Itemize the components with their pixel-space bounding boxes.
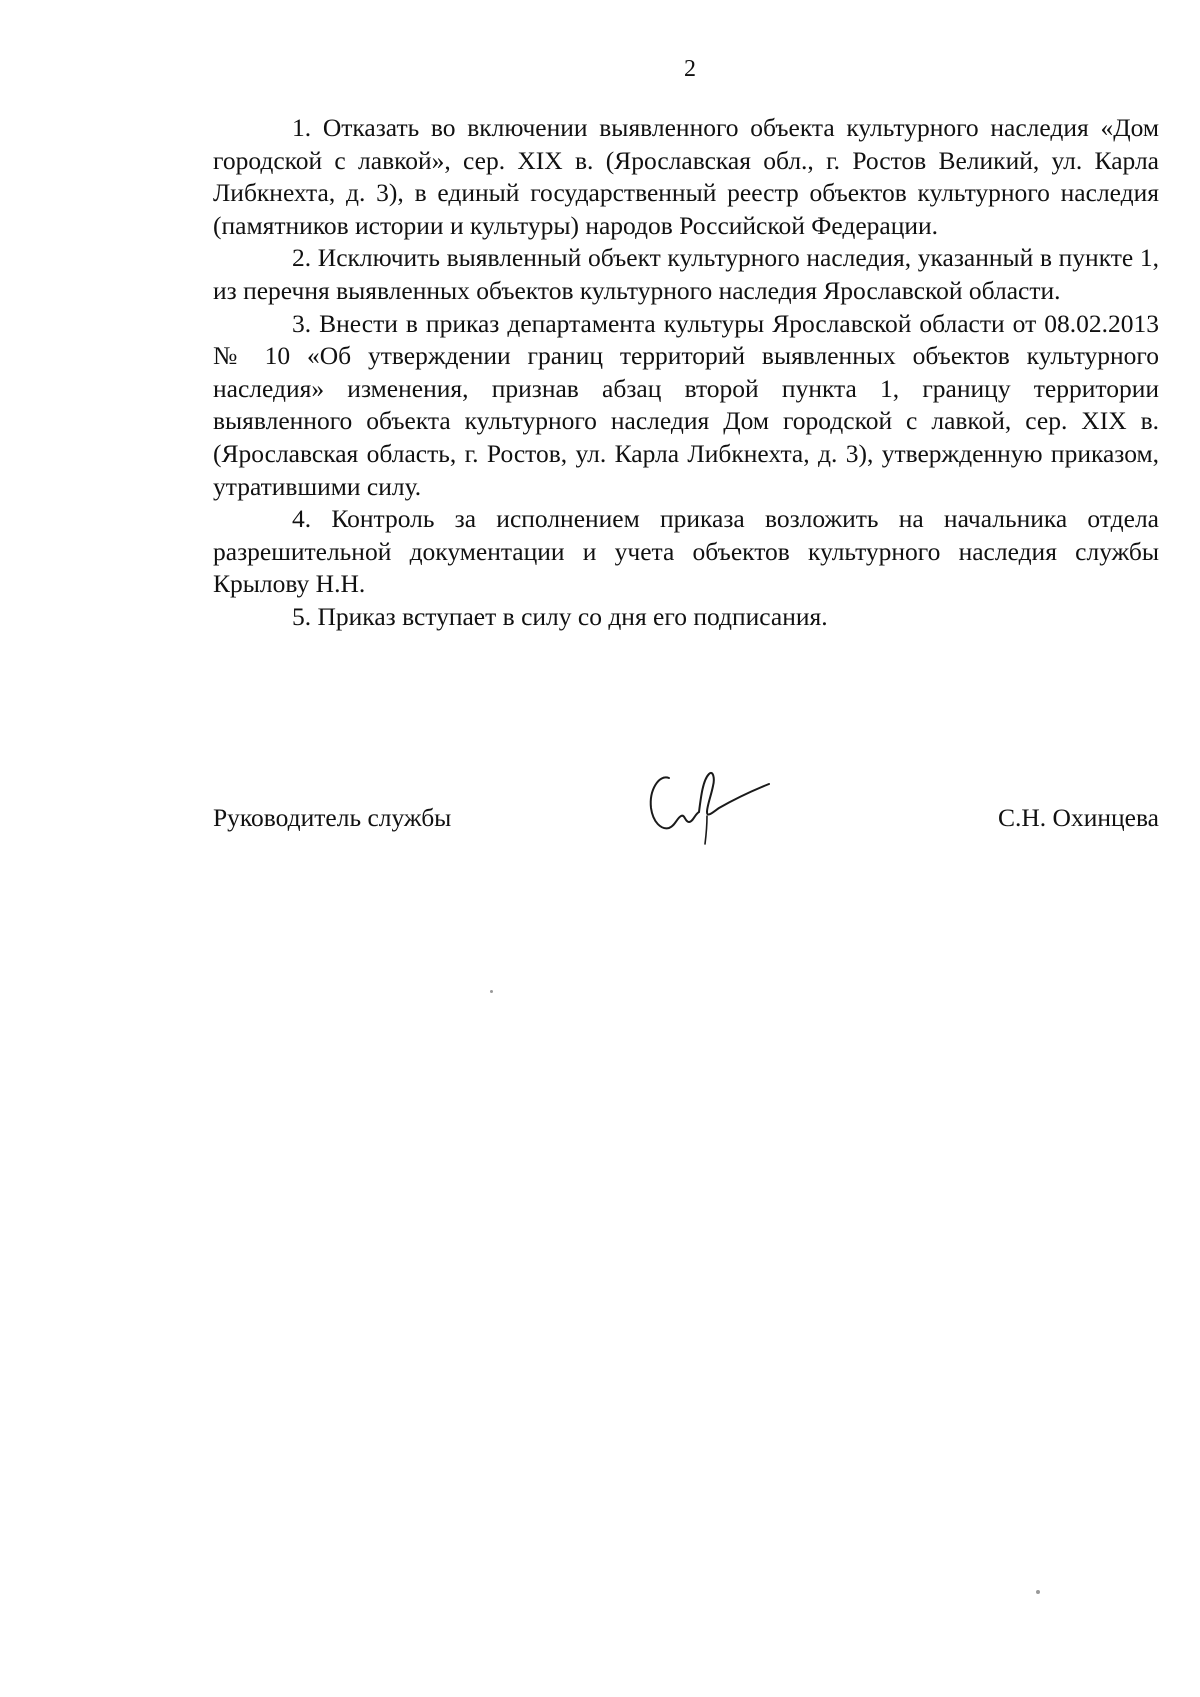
signatory-title: Руководитель службы xyxy=(213,803,452,832)
page-number: 2 xyxy=(684,56,696,82)
scan-speck xyxy=(1036,1590,1040,1594)
scan-speck xyxy=(490,990,493,993)
order-item-4: 4. Контроль за исполнением приказа возложить на начальника отдела разрешительной документации и учета объектов культурного наследия службы Крылову Н.Н. xyxy=(213,504,1159,599)
order-item-5: 5. Приказ вступает в силу со дня его подписания. xyxy=(292,601,828,631)
order-body xyxy=(213,112,1159,634)
order-item-2: 2. Исключить выявленный объект культурного наследия, указанный в пункте 1, из перечня выявленных объектов культурного наследия Ярославской области. xyxy=(213,243,1159,305)
order-item-1: 1. Отказать во включении выявленного объекта культурного наследия «Дом городской с лавкой», сер. XIX в. (Ярославская обл., г. Ростов Великий, ул. Карла Либкнехта, д. 3), в единый государственный реестр объектов культурного наследия (памятников истории и культуры) народов Российской Федерации. xyxy=(213,113,1159,240)
handwritten-signature xyxy=(641,756,781,866)
signatory-name: С.Н. Охинцева xyxy=(998,803,1159,832)
signature-block xyxy=(213,790,1159,870)
order-item-3: 3. Внести в приказ департамента культуры Ярославской области от 08.02.2013 № 10 «Об утверждении границ территорий выявленных объектов культурного наследия» изменения, признав абзац второй пункта 1, границу территории выявленного объекта культурного наследия Дом городской с лавкой, сер. XIX в. (Ярославская область, г. Ростов, ул. Карла Либкнехта, д. 3), утвержденную приказом, утратившими силу. xyxy=(213,308,1159,501)
